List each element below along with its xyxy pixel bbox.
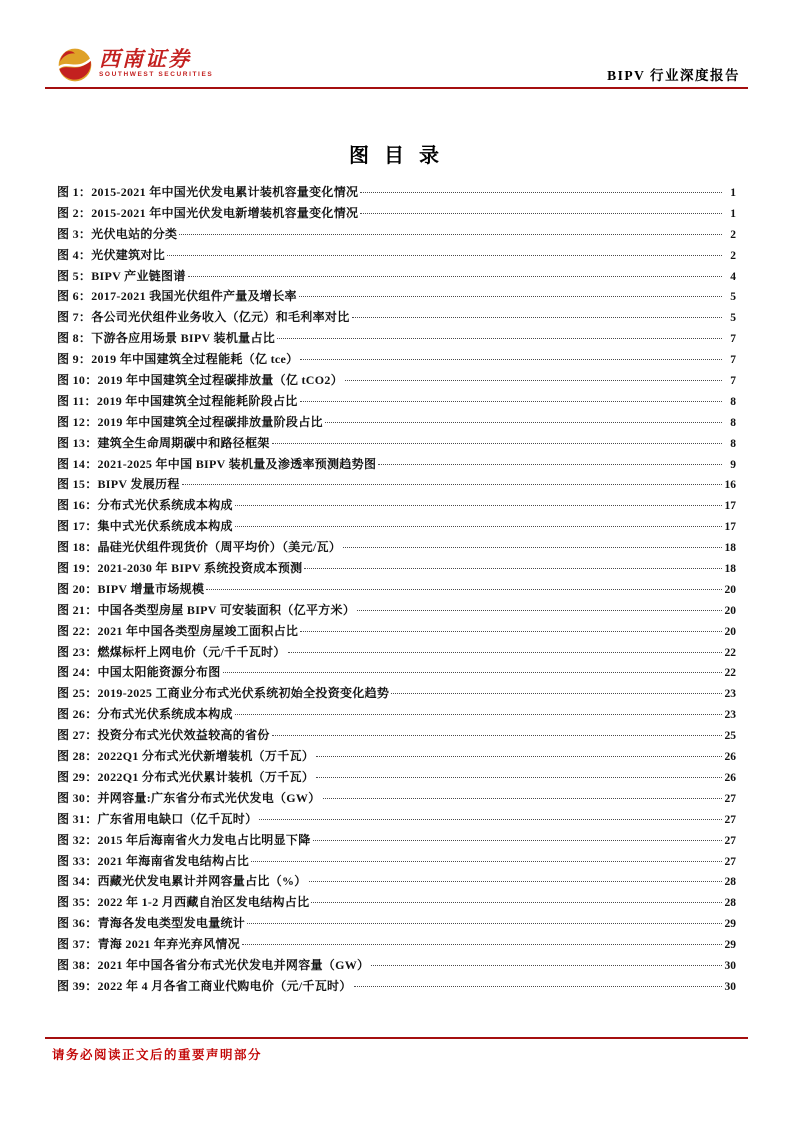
toc-entry[interactable]: [57, 308, 736, 329]
toc-entry[interactable]: [57, 183, 736, 204]
toc-page-number: 20: [724, 583, 736, 596]
toc-dot-leader: [167, 255, 722, 256]
toc-entry-text: 图 19：2021-2030 年 BIPV 系统投资成本预测: [57, 561, 303, 576]
toc-dot-leader: [300, 631, 722, 632]
toc-page-number: 28: [724, 897, 736, 910]
toc-dot-leader: [288, 652, 722, 653]
toc-entry-text: 图 3：光伏电站的分类: [57, 226, 178, 241]
toc-entry[interactable]: [57, 663, 736, 684]
toc-entry-text: 图 20：BIPV 增量市场规模: [57, 581, 205, 596]
toc-page-number: 7: [730, 333, 736, 346]
toc-entry-text: 图 2：2015-2021 年中国光伏发电新增装机容量变化情况: [57, 205, 359, 220]
toc-entry[interactable]: [57, 475, 736, 496]
brand-name-en: SOUTHWEST SECURITIES: [99, 71, 214, 78]
toc-entry[interactable]: [57, 329, 736, 350]
toc-entry-text: 图 38：2021 年中国各省分布式光伏发电并网容量（GW）: [57, 957, 370, 972]
toc-entry[interactable]: [57, 392, 736, 413]
toc-entry-text: 图 31：广东省用电缺口（亿千瓦时）: [57, 811, 258, 826]
toc-entry-text: 图 21：中国各类型房屋 BIPV 可安装面积（亿平方米）: [57, 602, 356, 617]
toc-page-number: 8: [730, 395, 736, 408]
toc-dot-leader: [360, 213, 722, 214]
toc-dot-leader: [235, 526, 722, 527]
toc-entry-text: 图 29：2022Q1 分布式光伏累计装机（万千瓦）: [57, 769, 315, 784]
report-title-label: BIPV 行业深度报告: [607, 68, 740, 83]
toc-entry-text: 图 10：2019 年中国建筑全过程碳排放量（亿 tCO2）: [57, 373, 343, 388]
toc-page-number: 2: [730, 249, 736, 262]
toc-dot-leader: [235, 505, 722, 506]
toc-entry[interactable]: [57, 601, 736, 622]
toc-entry[interactable]: [57, 893, 736, 914]
toc-page-number: 23: [724, 688, 736, 701]
toc-entry[interactable]: [57, 935, 736, 956]
footer-disclaimer: 请务必阅读正文后的重要声明部分: [52, 1048, 263, 1062]
toc-entry-text: 图 7：各公司光伏组件业务收入（亿元）和毛利率对比: [57, 310, 350, 325]
toc-entry[interactable]: [57, 914, 736, 935]
toc-page-number: 23: [724, 709, 736, 722]
toc-dot-leader: [309, 881, 722, 882]
toc-dot-leader: [357, 610, 722, 611]
toc-page-number: 1: [730, 187, 736, 199]
toc-entry[interactable]: [57, 204, 736, 225]
toc-entry-text: 图 5：BIPV 产业链图谱: [57, 268, 186, 283]
brand-logo: [58, 47, 213, 82]
toc-entry[interactable]: [57, 684, 736, 705]
toc-dot-leader: [313, 840, 722, 841]
toc-entry-text: 图 15：BIPV 发展历程: [57, 477, 180, 492]
toc-dot-leader: [371, 965, 722, 966]
toc-entry[interactable]: [57, 559, 736, 580]
toc-page-number: 7: [730, 354, 736, 367]
toc-entry[interactable]: [57, 705, 736, 726]
toc-entry-text: 图 30：并网容量:广东省分布式光伏发电（GW）: [57, 790, 321, 805]
toc-entry[interactable]: [57, 831, 736, 852]
toc-entry[interactable]: [57, 872, 736, 893]
toc-entry-text: 图 26：分布式光伏系统成本构成: [57, 707, 233, 722]
toc-dot-leader: [251, 861, 722, 862]
toc-entry-text: 图 23：燃煤标杆上网电价（元/千千瓦时）: [57, 644, 286, 659]
toc-page-number: 20: [724, 604, 736, 617]
toc-list: [57, 183, 736, 998]
toc-dot-leader: [179, 234, 722, 235]
toc-page-number: 22: [724, 667, 736, 680]
toc-dot-leader: [360, 192, 722, 193]
toc-page-number: 27: [724, 813, 736, 826]
toc-page-number: 18: [724, 542, 736, 555]
toc-entry-text: 图 6：2017-2021 我国光伏组件产量及增长率: [57, 289, 297, 304]
toc-page-number: 9: [730, 458, 736, 471]
toc-page-number: 30: [724, 959, 736, 972]
toc-dot-leader: [299, 296, 722, 297]
toc-entry-text: 图 8：下游各应用场景 BIPV 装机量占比: [57, 331, 276, 346]
toc-page-number: 27: [724, 855, 736, 868]
toc-entry[interactable]: [57, 225, 736, 246]
toc-entry[interactable]: [57, 371, 736, 392]
toc-dot-leader: [345, 380, 722, 381]
toc-entry-text: 图 35：2022 年 1-2 月西藏自治区发电结构占比: [57, 895, 310, 910]
toc-entry[interactable]: [57, 622, 736, 643]
toc-dot-leader: [391, 693, 722, 694]
toc-page-number: 16: [724, 479, 736, 492]
toc-entry[interactable]: [57, 350, 736, 371]
toc-page-number: 4: [730, 270, 736, 283]
toc-entry-text: 图 9：2019 年中国建筑全过程能耗（亿 tce）: [57, 352, 299, 367]
toc-entry-text: 图 18：晶硅光伏组件现货价（周平均价）（美元/瓦）: [57, 540, 342, 555]
toc-entry[interactable]: [57, 538, 736, 559]
page-title: 图 目 录: [349, 145, 444, 167]
toc-dot-leader: [247, 923, 722, 924]
toc-page-number: 26: [724, 751, 736, 764]
toc-dot-leader: [223, 672, 722, 673]
toc-entry-text: 图 34：西藏光伏发电累计并网容量占比（%）: [57, 874, 307, 889]
toc-page-number: 8: [730, 437, 736, 450]
toc-dot-leader: [325, 422, 722, 423]
toc-entry-text: 图 28：2022Q1 分布式光伏新增装机（万千瓦）: [57, 749, 315, 764]
toc-dot-leader: [316, 777, 722, 778]
toc-dot-leader: [272, 443, 722, 444]
toc-entry-text: 图 33：2021 年海南省发电结构占比: [57, 853, 250, 868]
toc-entry[interactable]: [57, 287, 736, 308]
toc-page-number: 2: [730, 228, 736, 241]
toc-entry[interactable]: [57, 455, 736, 476]
toc-dot-leader: [235, 714, 722, 715]
toc-entry[interactable]: [57, 246, 736, 267]
toc-entry[interactable]: [57, 747, 736, 768]
toc-page-number: 27: [724, 792, 736, 805]
toc-entry[interactable]: [57, 434, 736, 455]
toc-page-number: 29: [724, 939, 736, 952]
toc-entry-text: 图 13：建筑全生命周期碳中和路径框架: [57, 435, 270, 450]
toc-page-number: 27: [724, 834, 736, 847]
brand-name-cn: 西南证券: [99, 47, 191, 71]
toc-entry-text: 图 24：中国太阳能资源分布图: [57, 665, 221, 680]
toc-entry[interactable]: [57, 768, 736, 789]
toc-dot-leader: [378, 464, 722, 465]
toc-entry[interactable]: [57, 810, 736, 831]
toc-dot-leader: [272, 735, 722, 736]
toc-dot-leader: [311, 902, 722, 903]
toc-entry[interactable]: [57, 726, 736, 747]
toc-page-number: 7: [730, 375, 736, 388]
toc-entry[interactable]: [57, 413, 736, 434]
toc-entry-text: 图 39：2022 年 4 月各省工商业代购电价（元/千瓦时）: [57, 978, 352, 993]
toc-dot-leader: [304, 568, 722, 569]
toc-page-number: 5: [730, 312, 736, 325]
toc-page-number: 17: [724, 500, 736, 513]
toc-page-number: 8: [730, 416, 736, 429]
toc-entry[interactable]: [57, 517, 736, 538]
toc-entry[interactable]: [57, 580, 736, 601]
toc-page-number: 22: [724, 646, 736, 659]
toc-entry[interactable]: [57, 496, 736, 517]
toc-dot-leader: [343, 547, 722, 548]
toc-dot-leader: [316, 756, 722, 757]
toc-entry-text: 图 27：投资分布式光伏效益较高的省份: [57, 728, 270, 743]
toc-page-number: 1: [730, 207, 736, 220]
toc-entry[interactable]: [57, 852, 736, 873]
toc-entry[interactable]: [57, 643, 736, 664]
toc-entry-text: 图 1：2015-2021 年中国光伏发电累计装机容量变化情况: [57, 185, 359, 199]
toc-page-number: 20: [724, 625, 736, 638]
toc-dot-leader: [352, 317, 722, 318]
toc-entry-text: 图 32：2015 年后海南省火力发电占比明显下降: [57, 832, 311, 847]
toc-entry-text: 图 12：2019 年中国建筑全过程碳排放量阶段占比: [57, 414, 323, 429]
toc-entry-text: 图 17：集中式光伏系统成本构成: [57, 519, 233, 534]
toc-dot-leader: [182, 484, 722, 485]
toc-entry-text: 图 22：2021 年中国各类型房屋竣工面积占比: [57, 623, 299, 638]
toc-entry[interactable]: [57, 267, 736, 288]
toc-dot-leader: [259, 819, 722, 820]
footer-divider-rule: [45, 1037, 748, 1039]
toc-dot-leader: [323, 798, 722, 799]
toc-page-number: 18: [724, 563, 736, 576]
toc-entry[interactable]: [57, 956, 736, 977]
toc-dot-leader: [300, 359, 722, 360]
toc-dot-leader: [188, 276, 722, 277]
toc-entry[interactable]: [57, 977, 736, 998]
toc-page-number: 25: [724, 730, 736, 743]
header-divider-rule: [45, 87, 748, 89]
toc-entry-text: 图 25：2019-2025 工商业分布式光伏系统初始全投资变化趋势: [57, 686, 390, 701]
toc-dot-leader: [300, 401, 722, 402]
toc-page-number: 26: [724, 771, 736, 784]
toc-entry-text: 图 14：2021-2025 年中国 BIPV 装机量及渗透率预测趋势图: [57, 456, 377, 471]
toc-entry-text: 图 36：青海各发电类型发电量统计: [57, 916, 246, 931]
toc-dot-leader: [206, 589, 722, 590]
toc-dot-leader: [354, 986, 722, 987]
toc-dot-leader: [242, 944, 722, 945]
toc-entry-text: 图 37：青海 2021 年弃光弃风情况: [57, 937, 241, 952]
toc-page-number: 17: [724, 521, 736, 534]
toc-dot-leader: [277, 338, 722, 339]
toc-page-number: 28: [724, 876, 736, 889]
toc-entry-text: 图 16：分布式光伏系统成本构成: [57, 498, 233, 513]
toc-page-number: 30: [724, 980, 736, 993]
swirl-sphere-logo-icon: [58, 48, 92, 82]
toc-page-number: 5: [730, 291, 736, 304]
toc-entry-text: 图 4：光伏建筑对比: [57, 247, 166, 262]
toc-entry[interactable]: [57, 789, 736, 810]
toc-entry-text: 图 11：2019 年中国建筑全过程能耗阶段占比: [57, 393, 298, 408]
toc-page-number: 29: [724, 918, 736, 931]
